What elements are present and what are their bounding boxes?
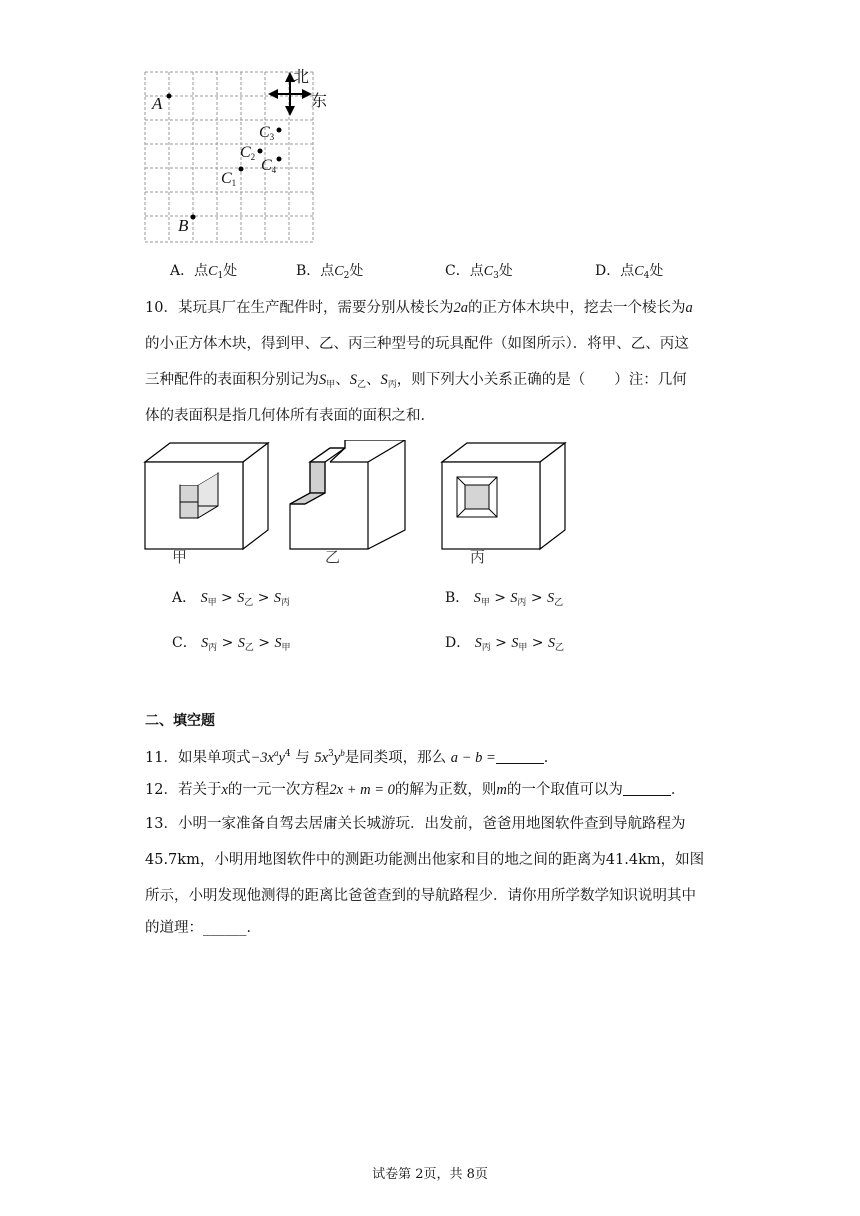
q10-option-b[interactable]: B． $S_甲 > S_丙 > S_乙$ — [445, 590, 564, 608]
q13-line-1: 13．小明一家准备自驾去居庸关长城游玩．出发前，爸爸用地图软件查到导航路程为 — [145, 816, 686, 832]
compass-north-label: 北 — [293, 67, 310, 86]
label-c3: $C_3$ — [259, 124, 275, 142]
label-c4: $C_4$ — [261, 157, 277, 175]
q10-line-4: 体的表面积是指几何体所有表面的面积之和． — [145, 408, 435, 424]
q12: 12．若关于x的一元一次方程2x + m = 0的解为正数，则m的一个取值可以为 ． — [145, 782, 686, 798]
q9-option-b[interactable]: B．点$C_2$处 — [296, 263, 364, 281]
point-c2 — [258, 149, 263, 154]
point-b — [191, 215, 196, 220]
figure-jia — [140, 440, 275, 555]
point-a — [167, 94, 172, 99]
q13-line-3: 所示，小明发现他测得的距离比爸爸查到的导航路程少．请你用所学数学知识说明其中 — [145, 888, 696, 904]
q13-answer-blank[interactable]: ______ — [203, 920, 247, 936]
q9-option-a[interactable]: A．点$C_1$处 — [170, 263, 238, 281]
point-c4 — [277, 157, 282, 162]
q11-answer-blank[interactable] — [496, 749, 544, 764]
figure-bing — [437, 440, 572, 555]
point-c1 — [239, 167, 244, 172]
q10-option-d[interactable]: D． $S_丙 > S_甲 > S_乙$ — [445, 635, 565, 653]
q10-line-2: 的小正方体木块，得到甲、乙、丙三种型号的玩具配件（如图所示）．将甲、乙、丙这 — [145, 336, 689, 352]
figure-label-jia: 甲 — [172, 548, 188, 566]
page-footer: 试卷第 2页，共 8页 — [372, 1167, 488, 1182]
figure-label-yi: 乙 — [325, 548, 341, 566]
q13-line-2: 45.7km，小明用地图软件中的测距功能测出他家和目的地之间的距离为41.4km，如图 — [145, 852, 705, 868]
q10-option-a[interactable]: A． $S_甲 > S_乙 > S_丙$ — [172, 590, 290, 608]
compass-east-label: 东 — [311, 91, 328, 110]
q11: 11．如果单项式$-3x^ay^4$ 与 $5x^3y^b$是同类项，那么 a − b = ． — [145, 748, 559, 766]
label-b: B — [178, 216, 189, 235]
q10-option-c[interactable]: C． $S_丙 > S_乙 > S_甲$ — [172, 635, 291, 653]
figure-label-bing: 丙 — [470, 548, 486, 566]
q10-line-1: 10．某玩具厂在生产配件时，需要分别从棱长为2a的正方体木块中，挖去一个棱长为a — [145, 300, 693, 316]
q9-option-c[interactable]: C．点$C_3$处 — [445, 263, 513, 281]
label-a: A — [152, 94, 163, 113]
q9-option-d[interactable]: D．点$C_4$处 — [595, 263, 664, 281]
label-c1: $C_1$ — [221, 170, 237, 188]
section-title: 二、填空题 — [145, 713, 215, 729]
q10-line-3: 三种配件的表面积分别记为$S_甲$、$S_乙$、$S_丙$，则下列大小关系正确的是（ ）注：几何 — [145, 372, 687, 390]
q13-line-4: 的道理：______． — [145, 920, 261, 936]
figure-yi — [285, 440, 415, 555]
label-c2: $C_2$ — [240, 144, 256, 162]
q12-answer-blank[interactable] — [623, 781, 671, 796]
point-c3 — [277, 128, 282, 133]
